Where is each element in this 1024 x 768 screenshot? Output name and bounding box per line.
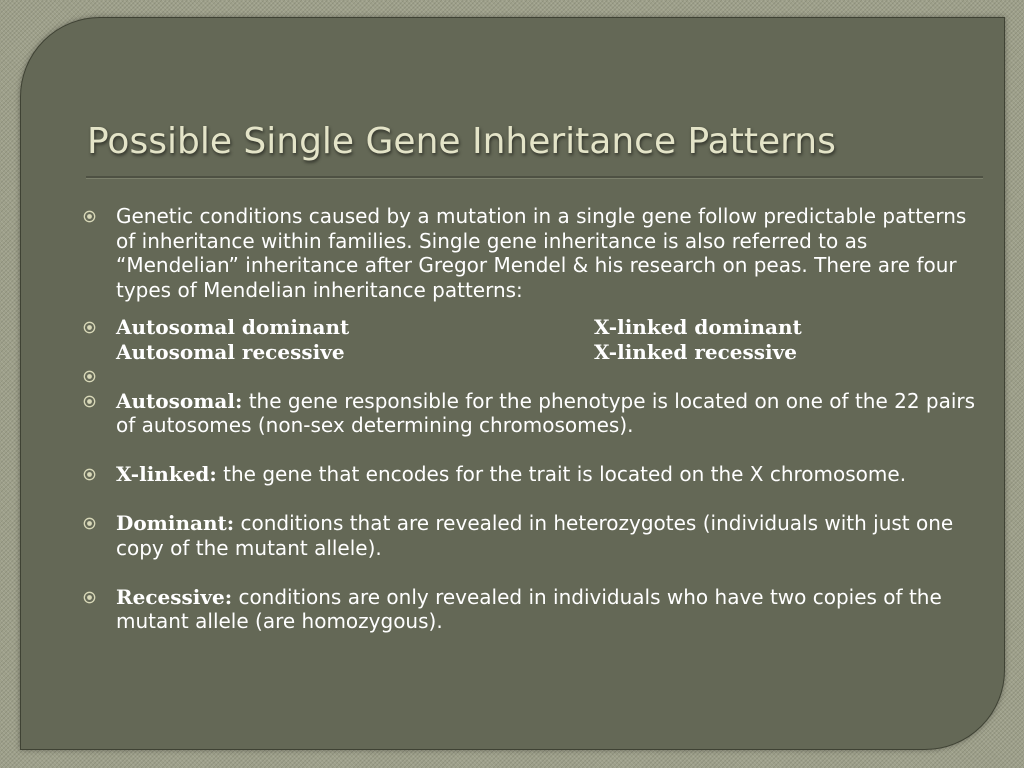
definition-text: conditions are only revealed in individuals who have two copies of the mutant allele (are homozygous). [116, 584, 942, 633]
bullet-definition-dominant [83, 511, 983, 560]
definition-text: conditions that are revealed in heterozygotes (individuals with just one copy of the mutant allele). [116, 511, 954, 560]
bullet-icon [83, 585, 97, 610]
type-x-linked-recessive: X-linked recessive [594, 339, 797, 364]
bullet-icon [83, 389, 97, 414]
definition-term: Dominant: [116, 511, 235, 535]
slide-panel [20, 17, 1005, 750]
intro-text: Genetic conditions caused by a mutation in a single gene follow predictable patterns of inheritance within families. Single gene inheritance is also referred to as “Mendelian” inheritance after Gregor Mendel & his research on peas. There are four types of Mendelian inheritance patterns: [116, 204, 967, 302]
bullet-icon [83, 462, 97, 487]
definition-text: the gene responsible for the phenotype is located on one of the 22 pairs of autosomes (non-sex determining chromosomes). [116, 388, 976, 437]
definition-term: X-linked: [116, 462, 217, 486]
definition-term: Recessive: [116, 584, 233, 609]
type-autosomal-recessive: Autosomal recessive [116, 339, 345, 364]
bullet-icon [83, 204, 97, 229]
type-x-linked-dominant: X-linked dominant [594, 315, 802, 339]
slide-body [83, 204, 983, 634]
bullet-intro [83, 204, 983, 302]
bullet-types [83, 315, 983, 364]
definition-term: Autosomal: [116, 388, 243, 413]
type-autosomal-dominant: Autosomal dominant [116, 315, 350, 339]
definition-text: the gene that encodes for the trait is located on the X chromosome. [216, 462, 907, 486]
title-divider [86, 176, 983, 179]
slide-title: Possible Single Gene Inheritance Patterns [87, 121, 836, 162]
bullet-icon [83, 511, 97, 536]
bullet-definition-x-linked [83, 462, 983, 487]
bullet-empty [83, 364, 983, 389]
types-row-dominant [116, 315, 983, 340]
bullet-definition-autosomal [83, 389, 983, 438]
types-row-recessive [116, 340, 983, 365]
bullet-icon [83, 364, 97, 389]
bullet-definition-recessive [83, 585, 983, 634]
bullet-icon [83, 315, 97, 340]
